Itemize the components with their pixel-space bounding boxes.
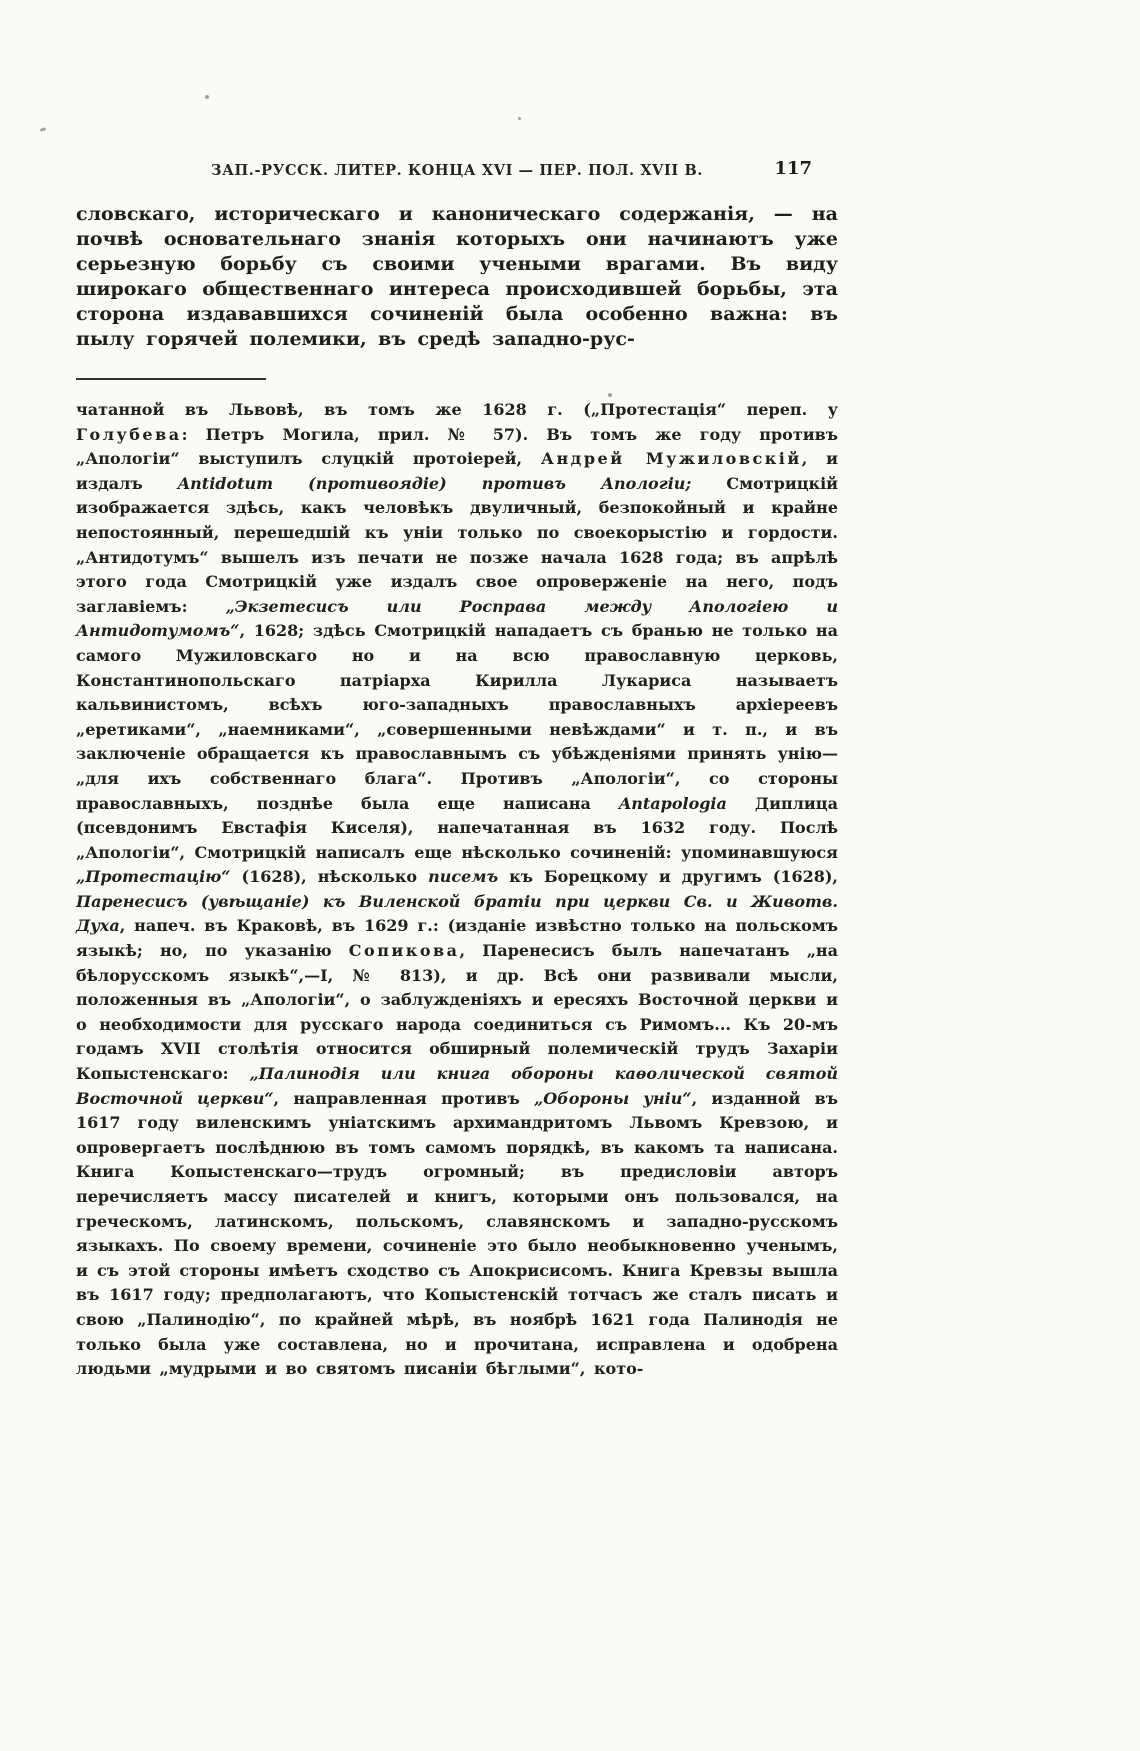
page-number: 117 xyxy=(774,158,812,179)
footnote-text-run: (1628), нѣсколько xyxy=(230,867,429,887)
footnote-text-run: , изданной въ 1617 году виленскимъ уніатскимъ архимандритомъ Львомъ Кревзою, и опровергаетъ послѣднюю въ томъ самомъ порядкѣ, въ какомъ та написана. Книга Копыстенскаго—трудъ огромный; въ предисловіи авторъ перечисляетъ массу писателей и книгъ, которыми онъ пользовался, на греческомъ, латинскомъ, польскомъ, славянскомъ и западно-русскомъ языкахъ. По своему времени, сочиненіе это было необыкновенно ученымъ, и съ этой стороны имѣетъ сходство съ Апокрисисомъ. Книга Кревзы вышла въ 1617 году; предполагаютъ, что Копыстенскій тотчасъ же сталъ писать и свою „Палинодію“, по крайней мѣрѣ, въ ноябрѣ 1621 года Палинодія не только была уже составлена, но и прочитана, исправлена и одобрена людьми „мудрыми и во святомъ писаніи бѣглыми“, кото- xyxy=(76,1088,839,1379)
running-head xyxy=(76,160,838,186)
footnote-text-run: , направленная противъ xyxy=(273,1088,535,1108)
footnote-text-run: къ Борецкому и другимъ (1628), xyxy=(498,867,839,887)
footnote-text-run: Диплица (псевдонимъ Евстафія Киселя), напечатанная въ 1632 году. Послѣ „Апологіи“, Смотрицкій написалъ еще нѣсколько сочиненій: упоминавшуюся xyxy=(76,793,838,862)
footnote-italic-run: „Палинодія или книга обороны каѳолической святой Восточной церкви“ xyxy=(76,1064,839,1108)
main-paragraph: словскаго, историческаго и каноническаго содержанія, — на почвѣ основательнаго знанія которыхъ они начинаютъ уже серьезную борьбу съ своими учеными врагами. Въ виду широкаго общественнаго интереса происходившей борьбы, эта сторона издававшихся сочиненій была особенно важна: въ пылу горячей полемики, въ средѣ западно-рус- xyxy=(76,203,838,350)
footnote-italic-run: Antidotum (противоядіе) противъ Апологіи; xyxy=(177,473,692,493)
footnote-text-run: , и издалъ xyxy=(76,449,838,493)
footnote-text xyxy=(76,398,838,1382)
footnote-text-run: : Петръ Могила, прил. № 57). Въ томъ же году противъ „Апологіи“ выступилъ слуцкій протоіерей, xyxy=(76,424,838,469)
footnote-text-run: , напеч. въ Краковѣ, въ 1629 г.: (изданіе извѣстно только на польскомъ языкѣ; но, по указанію xyxy=(76,916,838,961)
text-column xyxy=(76,160,838,1382)
footnote-italic-run: Паренесисъ (увѣщаніе) къ Виленской братіи при церкви Св. и Животв. Духа xyxy=(76,891,838,936)
footnote-italic-run: „Протестацію“ xyxy=(76,867,231,887)
footnote-italic-run: писемъ xyxy=(428,867,499,887)
footnote-italic-run: Antapologia xyxy=(618,793,727,813)
footnote-spaced-run: Андрей Мужиловскій xyxy=(540,449,802,469)
footnote-italic-run: „Обороны уніи“ xyxy=(534,1088,692,1108)
scan-speck xyxy=(205,95,209,99)
scan-speck xyxy=(40,127,47,132)
footnote-text-run: , 1628; здѣсь Смотрицкій нападаетъ съ бранью не только на самого Мужиловскаго но и на всю православную церковь, Константинопольскаго патріарха Кирилла Лукариса называетъ кальвинистомъ, всѣхъ юго-западныхъ православныхъ архіереевъ „еретиками“, „наемниками“, „совершенными невѣждами“ и т. п., и въ заключеніе обращается къ православнымъ съ убѣжденіями принять унію— „для ихъ собственнаго блага“. Противъ „Апологіи“, со стороны православныхъ, позднѣе была еще написана xyxy=(76,621,838,813)
footnote-italic-run: „Экзетесисъ или Росправа между Апологіею и Антидотумомъ“ xyxy=(76,596,839,641)
footnote-separator xyxy=(76,378,266,380)
running-head-title: ЗАП.-РУССК. ЛИТЕР. КОНЦА XVI — ПЕР. ПОЛ. XVII В. xyxy=(211,162,703,179)
footnote-text-run: Смотрицкій изображается здѣсь, какъ человѣкъ двуличный, безпокойный и крайне непостоянный, перешедшій къ уніи только по своекорыстію и гордости. „Антидотумъ“ вышелъ изъ печати не позже начала 1628 года; въ апрѣлѣ этого года Смотрицкій уже издалъ свое опроверженіе на него, подъ заглавіемъ: xyxy=(76,473,839,616)
footnote-spaced-run: Сопикова xyxy=(348,941,460,961)
footnote-text-run: , Паренесисъ былъ напечатанъ „на бѣлорусскомъ языкѣ“,—I, № 813), и др. Всѣ они развивали мысли, положенныя въ „Апологіи“, о заблужденіяхъ и ересяхъ Восточной церкви и о необходимости для русскаго народа соединиться съ Римомъ... Къ 20-мъ годамъ XVII столѣтія относится обширный полемическій трудъ Захаріи Копыстенскаго: xyxy=(76,941,838,1084)
scan-speck xyxy=(518,117,521,120)
footnote-spaced-run: Голубева xyxy=(76,424,182,444)
footnote-text-run: чатанной въ Львовѣ, въ томъ же 1628 г. („Протестація“ переп. у xyxy=(76,400,838,419)
